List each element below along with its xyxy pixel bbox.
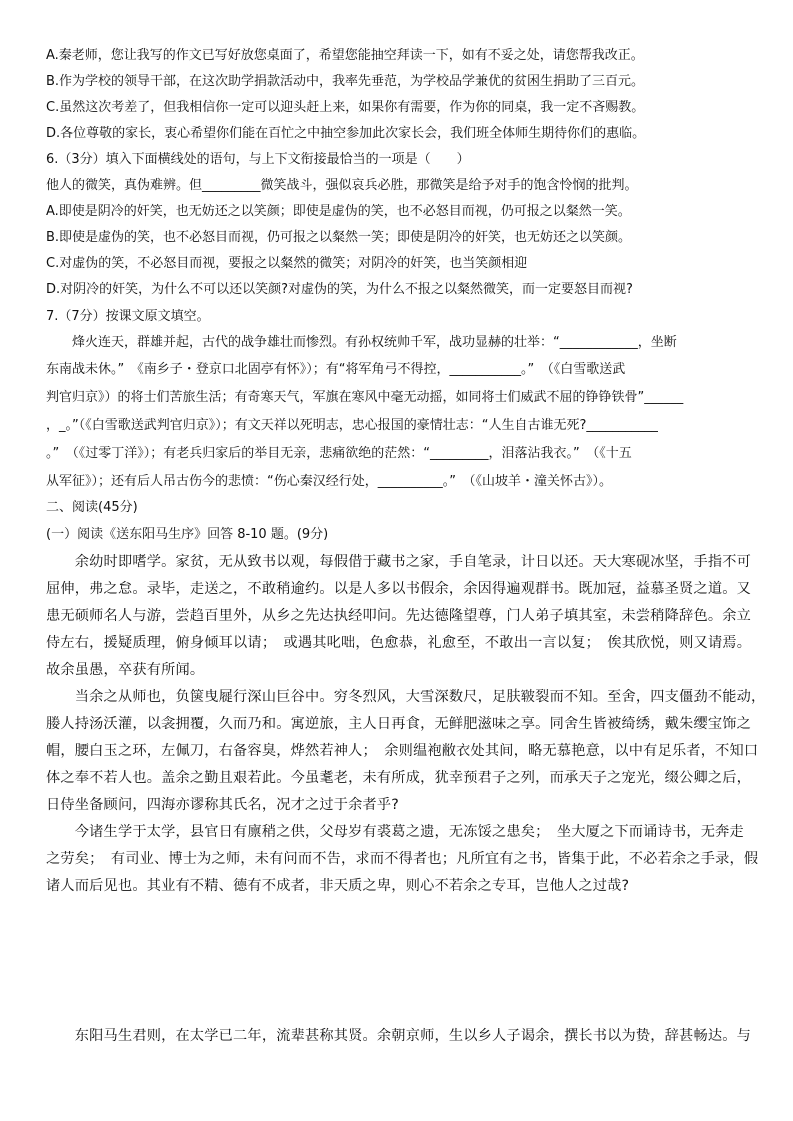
question-7-text: ，_。”（《白雪歌送武判官归京》）；有文天祥以死明志，忠心报国的豪情壮志：“人生自古谁无死?___________ <box>46 418 658 433</box>
question-7-text: 从军征》）；还有后人吊古伤今的悲愤：“伤心秦汉经行处，__________。” （《山坡羊・潼关怀古》）。 <box>46 474 612 489</box>
passage-line: 媵人持汤沃灌，以衾拥覆，久而乃和。寓逆旅，主人日再食，无鲜肥滋味之享。同舍生皆被绮绣，戴朱缨宝饰之 <box>46 716 751 732</box>
passage-line: 日侍坐备顾问，四海亦谬称其氏名，况才之过于余者乎? <box>46 797 400 813</box>
passage-line: 侍左右，援疑质理，俯身倾耳以请； 或遇其叱咄，色愈恭，礼愈至，不敢出一言以复； 俟其欣悦，则又请焉。 <box>46 635 752 651</box>
passage-line: 故余虽愚，卒获有所闻。 <box>46 662 205 678</box>
section-heading: 二、阅读(45分) <box>46 500 138 515</box>
passage-line: 今诸生学于太学，县官日有廪稍之供，父母岁有裘葛之遗，无冻馁之患矣； 坐大厦之下而诵诗书，无奔走 <box>46 824 744 840</box>
passage-line: 帽，腰白玉之环，左佩刀，右备容臭，烨然若神人； 余则缊袍敝衣处其间，略无慕艳意，以中有足乐者，不知口 <box>46 743 759 759</box>
passage-line: 当余之从师也，负箧曳屣行深山巨谷中。穷冬烈风，大雪深数尺，足肤皲裂而不知。至舍，四支僵劲不能动， <box>46 689 766 705</box>
question-7-text: 东南战未休。” 《南乡子・登京口北固亭有怀》）；有“将军角弓不得控，___________。” （《白雪歌送武 <box>46 362 626 377</box>
question-7-text: 烽火连天，群雄并起，古代的战争雄壮而惨烈。有孙权统帅千军，战功显赫的壮举：“____________，坐断 <box>46 335 677 350</box>
passage-line: 患无硕师名人与游，尝趋百里外，从乡之先达执经叩问。先达德隆望尊，门人弟子填其室，未尝稍降辞色。余立 <box>46 608 751 624</box>
question-7-text: 。” （《过零丁洋》）；有老兵归家后的举目无亲，悲痛欲绝的茫然：“_________，泪落沾我衣。” （《十五 <box>46 446 632 461</box>
passage-line: 体之奉不若人也。盖余之勤且艰若此。今虽耄老，未有所成，犹幸预君子之列，而承天子之宠光，缀公卿之后， <box>46 770 751 786</box>
passage-line: 之劳矣； 有司业、博士为之师，未有问而不告，求而不得者也；凡所宜有之书，皆集于此，不必若余之手录，假 <box>46 851 759 867</box>
question-7-stem: 7.（7分）按课文原文填空。 <box>46 309 210 324</box>
question-6-text: 他人的微笑，真伪难辨。但_________微笑战斗，强似哀兵必胜，那微笑是给予对手的饱含怜悯的批判。 <box>46 178 638 193</box>
option-b-line: B.作为学校的领导干部，在这次助学捐款活动中，我率先垂范，为学校品学兼优的贫困生捐助了三百元。 <box>46 74 645 89</box>
reading-instruction: (一）阅读《送东阳马生序》回答 8-10 题。(9分) <box>46 527 329 542</box>
option-c-line: C.虽然这次考差了，但我相信你一定可以迎头赶上来，如果你有需要，作为你的同桌，我一定不吝赐教。 <box>46 100 645 115</box>
question-7-text: 判官归京》）的将士们苦旅生活；有奇寒天气，军旗在寒风中毫无动摇，如同将士们威武不屈的铮铮铁骨”______ <box>46 390 684 405</box>
option-a-line: A.秦老师，您让我写的作文已写好放您桌面了，希望您能抽空拜读一下，如有不妥之处，请您帮我改正。 <box>46 48 644 63</box>
q6-option-d: D.对阴冷的奸笑，为什么不可以还以笑颜?对虚伪的笑，为什么不报之以粲然微笑，而一定要怒目而视? <box>46 282 633 297</box>
passage-line: 诸人而后见也。其业有不精、德有不成者，非天质之卑，则心不若余之专耳，岂他人之过哉? <box>46 878 630 894</box>
passage-line: 余幼时即嗜学。家贫，无从致书以观，每假借于藏书之家，手自笔录，计日以还。天大寒砚冰坚，手指不可 <box>46 554 751 570</box>
q6-option-b: B.即使是虚伪的笑，也不必怒目而视，仍可报之以粲然一笑；即使是阴冷的奸笑，也无妨还之以笑颜。 <box>46 230 632 245</box>
q6-option-c: C.对虚伪的笑，不必怒目而视，要报之以粲然的微笑；对阴冷的奸笑，也当笑颜相迎 <box>46 256 528 271</box>
passage-line: 屈伸，弗之怠。录毕，走送之，不敢稍逾约。以是人多以书假余，余因得遍观群书。既加冠，益慕圣贤之道。又 <box>46 581 751 597</box>
question-6-stem: 6.（3分）填入下面横线处的语句，与上下文衔接最恰当的一项是（ ） <box>46 152 470 167</box>
option-d-line: D.各位尊敬的家长，衷心希望你们能在百忙之中抽空参加此次家长会，我们班全体师生期待你们的惠临。 <box>46 126 646 141</box>
q6-option-a: A.即使是阴冷的奸笑，也无妨还之以笑颜；即使是虚伪的笑，也不必怒目而视，仍可报之以粲然一笑。 <box>46 204 631 219</box>
passage-line: 东阳马生君则，在太学已二年，流辈甚称其贤。余朝京师，生以乡人子谒余，撰长书以为贽，辞甚畅达。与 <box>46 1028 751 1044</box>
